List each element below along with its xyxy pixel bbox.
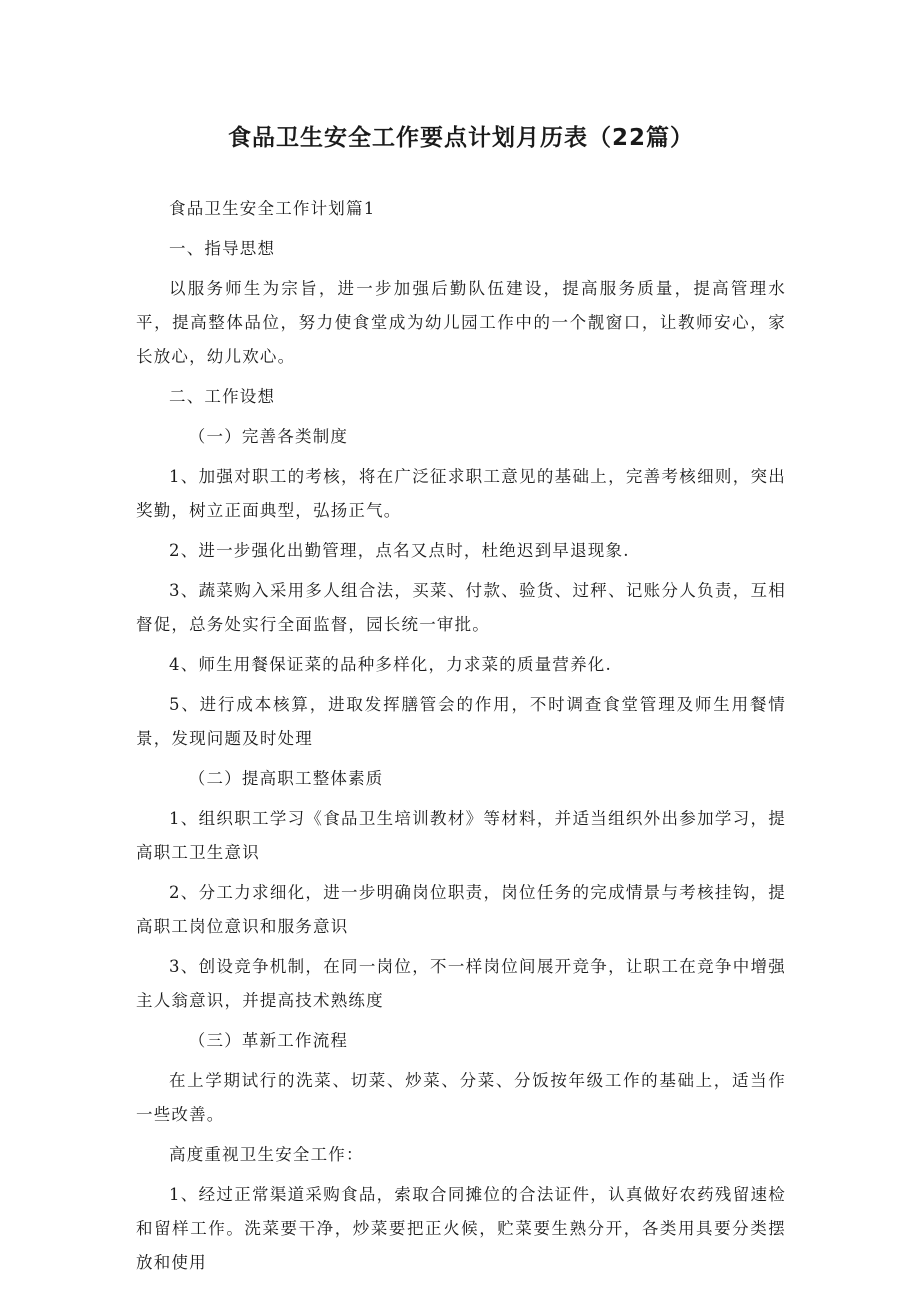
- paragraph: 1、组织职工学习《食品卫生培训教材》等材料，并适当组织外出参加学习，提高职工卫生意识: [136, 809, 786, 862]
- paragraph: 3、蔬菜购入采用多人组合法，买菜、付款、验货、过秤、记账分人负责，互相督促，总务处实行全面监督，园长统一审批。: [136, 581, 786, 634]
- subsection-heading: （三）革新工作流程: [188, 1031, 349, 1050]
- paragraph: 2、分工力求细化，进一步明确岗位职责，岗位任务的完成情景与考核挂钩，提高职工岗位意识和服务意识: [136, 883, 786, 936]
- document-body: [136, 192, 786, 1280]
- paragraph: 高度重视卫生安全工作：: [169, 1145, 364, 1164]
- subsection-heading: （一）完善各类制度: [188, 427, 349, 446]
- paragraph: 一、指导思想: [169, 239, 276, 258]
- paragraph: 1、加强对职工的考核，将在广泛征求职工意见的基础上，完善考核细则，突出奖勤，树立正面典型，弘扬正气。: [136, 467, 786, 520]
- paragraph: 二、工作设想: [169, 387, 276, 406]
- paragraph: 食品卫生安全工作计划篇1: [169, 199, 376, 218]
- document-title: 食品卫生安全工作要点计划月历表（22篇）: [227, 125, 694, 151]
- paragraph: 4、师生用餐保证菜的品种多样化，力求菜的质量营养化.: [169, 655, 612, 674]
- paragraph: 3、创设竞争机制，在同一岗位，不一样岗位间展开竞争，让职工在竞争中增强主人翁意识，并提高技术熟练度: [136, 957, 786, 1010]
- paragraph: 2、进一步强化出勤管理，点名又点时，杜绝迟到早退现象.: [169, 541, 630, 560]
- paragraph: 在上学期试行的洗菜、切菜、炒菜、分菜、分饭按年级工作的基础上，适当作一些改善。: [136, 1071, 786, 1124]
- paragraph: 5、进行成本核算，进取发挥膳管会的作用，不时调查食堂管理及师生用餐情景，发现问题及时处理: [136, 695, 786, 748]
- paragraph: 1、经过正常渠道采购食品，索取合同摊位的合法证件，认真做好农药残留速检和留样工作。洗菜要干净，炒菜要把正火候，贮菜要生熟分开，各类用具要分类摆放和使用: [136, 1185, 786, 1272]
- subsection-heading: （二）提高职工整体素质: [188, 769, 384, 788]
- paragraph: 以服务师生为宗旨，进一步加强后勤队伍建设，提高服务质量，提高管理水平，提高整体品位，努力使食堂成为幼儿园工作中的一个靓窗口，让教师安心，家长放心，幼儿欢心。: [136, 279, 786, 366]
